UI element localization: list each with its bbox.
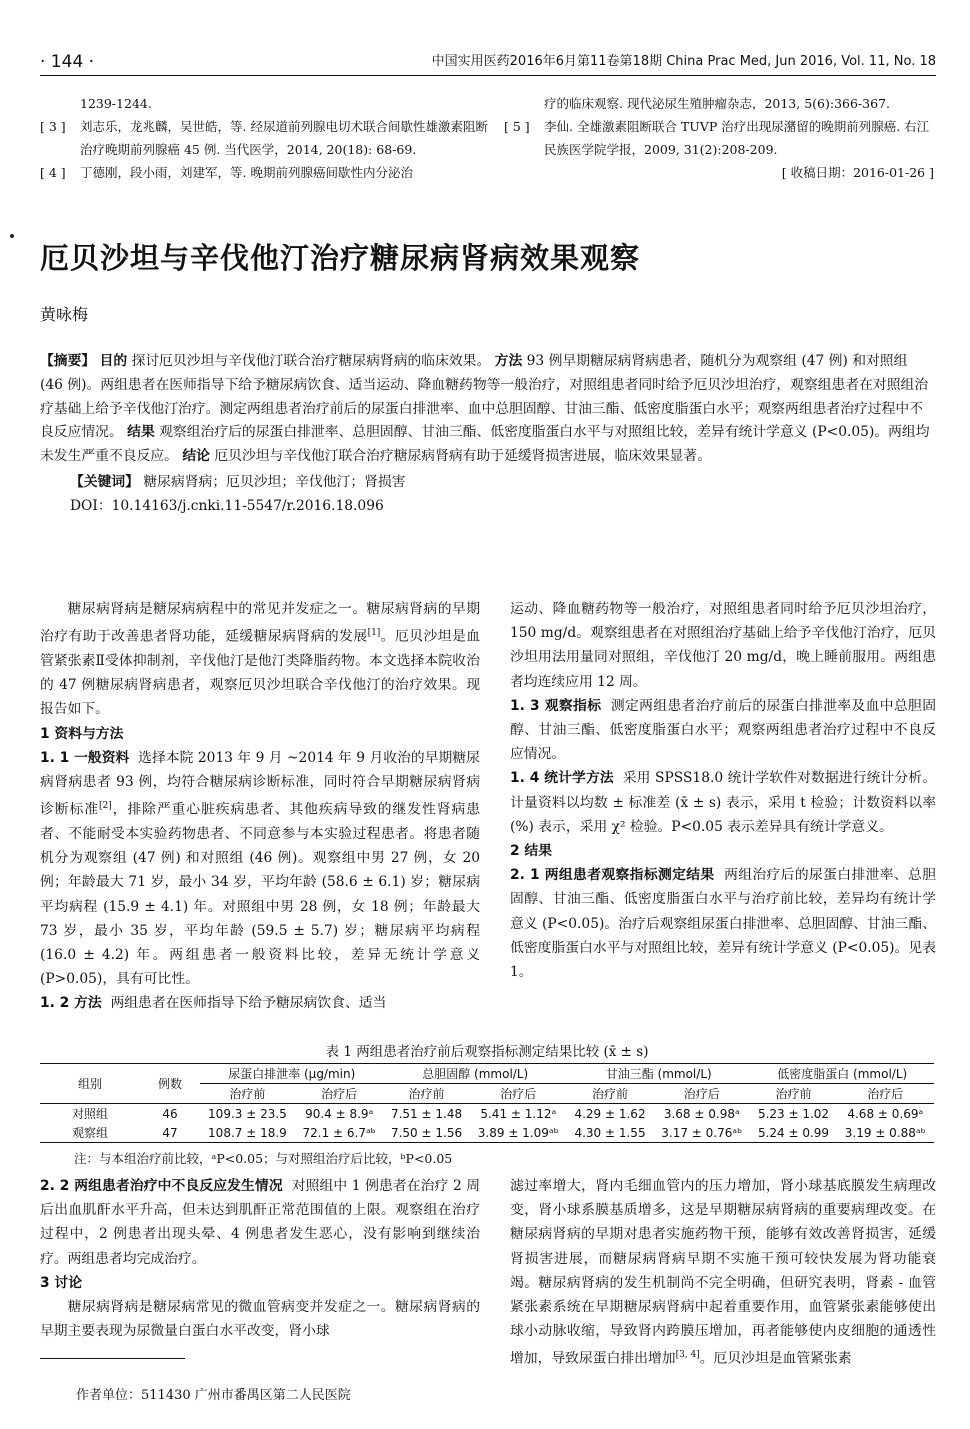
page-number: · 144 · xyxy=(40,52,95,72)
reference-item: 1239-1244. xyxy=(80,96,152,111)
results-label: 结果 xyxy=(127,424,155,441)
body-column-left-top xyxy=(40,597,480,1016)
reference-item: 疗的临床观察. 现代泌尿生殖肿瘤杂志，2013, 5(6):366-367. xyxy=(544,96,890,111)
abstract xyxy=(40,350,934,519)
section-1-2-cont: 运动、降血糖药物等一般治疗，对照组患者同时给予厄贝沙坦治疗，150 mg/d。观察组患者在对照组治疗基础上给予辛伐他汀治疗，厄贝沙坦用法用量同对照组，辛伐他汀 20 mg/d，晚上睡前服用。两组患者均连续应用 12 周。 xyxy=(510,601,936,690)
objective-text: 探讨厄贝沙坦与辛伐他汀联合治疗糖尿病肾病的临床效果。 xyxy=(131,353,491,369)
author-affiliation: 作者单位：511430 广州市番禺区第二人民医院 xyxy=(76,1388,351,1403)
table-row: 观察组 47 108.7 ± 18.9 72.1 ± 6.7ᵃᵇ 7.50 ± 1.56 3.89 ± 1.09ᵃᵇ 4.30 ± 1.55 3.17 ± 0.76ᵃᵇ 5.24 ± 0.99 3.19 ± 0.88ᵃᵇ xyxy=(40,1123,934,1143)
section-heading: 3 讨论 xyxy=(40,1274,82,1291)
footnote-rule xyxy=(40,1358,185,1359)
reference-item: [ 5 ] 李仙. 全雄激素阻断联合 TUVP 治疗出现尿潴留的晚期前列腺癌. 右江民族医学院学报，2009, 31(2):208-209. xyxy=(504,119,930,157)
section-heading: 2 结果 xyxy=(510,843,552,860)
table-subheader: 治疗后 xyxy=(837,1084,934,1104)
table-header-group: 组别 xyxy=(40,1064,140,1104)
table-header-n: 例数 xyxy=(140,1064,200,1104)
results-text: 观察组治疗后的尿蛋白排泄率、总胆固醇、甘油三酯、低密度脂蛋白水平与对照组比较，差异有统计学意义 (P<0.05)。两组均未发生严重不良反应。 xyxy=(40,424,930,465)
table-subheader: 治疗后 xyxy=(295,1084,384,1104)
conclusion-label: 结论 xyxy=(182,448,210,465)
table-caption: 表 1 两组患者治疗前后观察指标测定结果比较 (x̄ ± s) xyxy=(325,1044,649,1060)
references-left xyxy=(40,92,490,184)
body-column-right-bottom xyxy=(510,1174,936,1371)
discussion-cont: 滤过率增大，肾内毛细血管内的压力增加，肾小球基底膜发生病理改变，肾小球系膜基质增多，这是早期糖尿病肾病的重要病理改变。在糖尿病肾病的早期对患者实施药物干预，能够有效改善肾损害，延缓肾损害进展，而糖尿病肾病早期不实施干预可较快发展为肾功能衰竭。糖尿病肾病的发生机制尚不完全明确，但研究表明，肾素 - 血管紧张素系统在早期糖尿病肾病中起着重要作用，血管紧张素能够使出球小动脉收缩，导致肾内跨膜压增加，再者能够使内皮细胞的通透性增加，导致尿蛋白排出增加[3, 4]。厄贝沙坦是血管紧张素 xyxy=(510,1178,936,1368)
table-header-ldl: 低密度脂蛋白 (mmol/L) xyxy=(750,1064,934,1084)
body-column-left-bottom xyxy=(40,1174,480,1343)
section-2-2: 2. 2 两组患者治疗中不良反应发生情况 对照组中 1 例患者在治疗 2 周后出血肌酐水平升高，但未达到肌酐正常范围值的上限。观察组在治疗过程中，2 例患者出现头晕、4 例患者发生恶心，没有影响到继续治疗。两组患者均完成治疗。 xyxy=(40,1178,481,1267)
keywords: 【关键词】 糖尿病肾病；厄贝沙坦；辛伐他汀；肾损害 xyxy=(70,473,406,490)
table-subheader: 治疗前 xyxy=(750,1084,836,1104)
results-table xyxy=(40,1063,934,1143)
table-row: 对照组 46 109.3 ± 23.5 90.4 ± 8.9ᵃ 7.51 ± 1.48 5.41 ± 1.12ᵃ 4.29 ± 1.62 3.68 ± 0.98ᵃ 5.23 ± 1.02 4.68 ± 0.69ᵃ xyxy=(71,1106,924,1121)
journal-header: 中国实用医药2016年6月第11卷第18期 China Prac Med, Jun 2016, Vol. 11, No. 18 xyxy=(431,54,936,69)
table-header-uaer: 尿蛋白排泄率 (μg/min) xyxy=(200,1064,383,1084)
conclusion-text: 厄贝沙坦与辛伐他汀联合治疗糖尿病肾病有助于延缓肾损害进展，临床效果显著。 xyxy=(214,448,712,465)
received-date: [ 收稿日期：2016-01-26 ] xyxy=(781,165,934,180)
reference-item: [ 4 ] 丁德刚，段小雨，刘建军，等. 晚期前列腺癌间歇性内分泌治 xyxy=(40,165,413,180)
section-heading: 1 资料与方法 xyxy=(40,725,124,742)
doi: DOI：10.14163/j.cnki.11-5547/r.2016.18.096 xyxy=(70,497,384,514)
header-rule xyxy=(40,75,936,76)
table-subheader: 治疗前 xyxy=(200,1084,295,1104)
table-subheader: 治疗后 xyxy=(653,1084,750,1104)
reference-item: [ 3 ] 刘志乐，龙兆麟，吴世皓，等. 经尿道前列腺电切术联合间歇性雄激素阻断治疗晚期前列腺癌 45 例. 当代医学，2014, 20(18): 68-69. xyxy=(40,119,488,157)
abstract-label: 【摘要】 xyxy=(40,353,96,369)
table-note: 注：与本组治疗前比较，ᵃP<0.05；与对照组治疗后比较，ᵇP<0.05 xyxy=(74,1151,453,1166)
margin-dot xyxy=(10,234,14,238)
table-header-tc: 总胆固醇 (mmol/L) xyxy=(383,1064,566,1084)
objective-label: 目的 xyxy=(99,353,128,369)
section-1-4: 1. 4 统计学方法 采用 SPSS18.0 统计学软件对数据进行统计分析。计量资料以均数 ± 标准差 (x̄ ± s) 表示，采用 t 检验；计数资料以率 (%) 表示，采用 χ² 检验。P<0.05 表示差异具有统计学意义。 xyxy=(510,770,936,835)
table-subheader: 治疗后 xyxy=(470,1084,567,1104)
intro-paragraph: 糖尿病肾病是糖尿病病程中的常见并发症之一。糖尿病肾病的早期治疗有助于改善患者肾功能，延缓糖尿病肾病的发展[1]。厄贝沙坦是血管紧张素Ⅱ受体抑制剂，辛伐他汀是他汀类降脂药物。本文选择本院收治的 47 例糖尿病肾病患者，观察厄贝沙坦联合辛伐他汀的治疗效果。现报告如下。 xyxy=(40,601,481,718)
section-2-1: 2. 1 两组患者观察指标测定结果 两组治疗后的尿蛋白排泄率、总胆固醇、甘油三酯、低密度脂蛋白水平与治疗前比较，差异均有统计学意义 (P<0.05)。治疗后观察组尿蛋白排泄率、总胆固醇、甘油三酯、低密度脂蛋白水平与对照组比较，差异有统计学意义 (P<0.05)。见表 1。 xyxy=(510,867,937,981)
methods-text: 93 例早期糖尿病肾病患者，随机分为观察组 (47 例) 和对照组 (46 例)。两组患者在医师指导下给予糖尿病饮食、适当运动、降血糖药物等一般治疗，对照组患者同时给予厄贝沙坦治疗，观察组患者在对照组治疗基础上给予辛伐他汀治疗。测定两组患者治疗前后的尿蛋白排泄率、血中总胆固醇、甘油三酯、低密度脂蛋白水平；观察两组患者治疗过程中不良反应情况。 xyxy=(40,353,929,441)
body-column-right-top xyxy=(510,597,936,984)
references-right xyxy=(504,92,934,184)
discussion-paragraph: 糖尿病肾病是糖尿病常见的微血管病变并发症之一。糖尿病肾病的早期主要表现为尿微量白蛋白水平改变，肾小球 xyxy=(40,1299,480,1340)
table-subheader: 治疗前 xyxy=(383,1084,469,1104)
section-1-3: 1. 3 观察指标 测定两组患者治疗前后的尿蛋白排泄率及血中总胆固醇、甘油三酯、低密度脂蛋白水平；观察两组患者治疗过程中不良反应情况。 xyxy=(510,697,936,763)
table-header-tg: 甘油三酯 (mmol/L) xyxy=(567,1064,750,1084)
section-1-2: 1. 2 方法 两组患者在医师指导下给予糖尿病饮食、适当 xyxy=(40,995,387,1012)
article-title: 厄贝沙坦与辛伐他汀治疗糖尿病肾病效果观察 xyxy=(40,241,641,275)
author: 黄咏梅 xyxy=(40,305,89,324)
methods-label: 方法 xyxy=(494,353,523,369)
table-subheader: 治疗前 xyxy=(567,1084,653,1104)
section-1-1: 1. 1 一般资料 选择本院 2013 年 9 月 ~2014 年 9 月收治的早期糖尿病肾病患者 93 例，均符合糖尿病诊断标准，同时符合早期糖尿病肾病诊断标准[2]，排除严重心脏疾病患者、其他疾病导致的继发性肾病患者、不能耐受本实验药物患者、不同意参与本实验过程患者。将患者随机分为观察组 (47 例) 和对照组 (46 例)。观察组中男 27 例，女 20 例；年龄最大 71 岁，最小 34 岁，平均年龄 (58.6 ± 6.1) 岁；糖尿病平均病程 (15.9 ± 4.1) 年。对照组中男 28 例，女 18 例；年龄最大 73 岁，最小 35 岁，平均年龄 (59.5 ± 5.7) 岁；糖尿病平均病程 (16.0 ± 4.2) 年。两组患者一般资料比较，差异无统计学意义 (P>0.05)，具有可比性。 xyxy=(40,749,481,988)
